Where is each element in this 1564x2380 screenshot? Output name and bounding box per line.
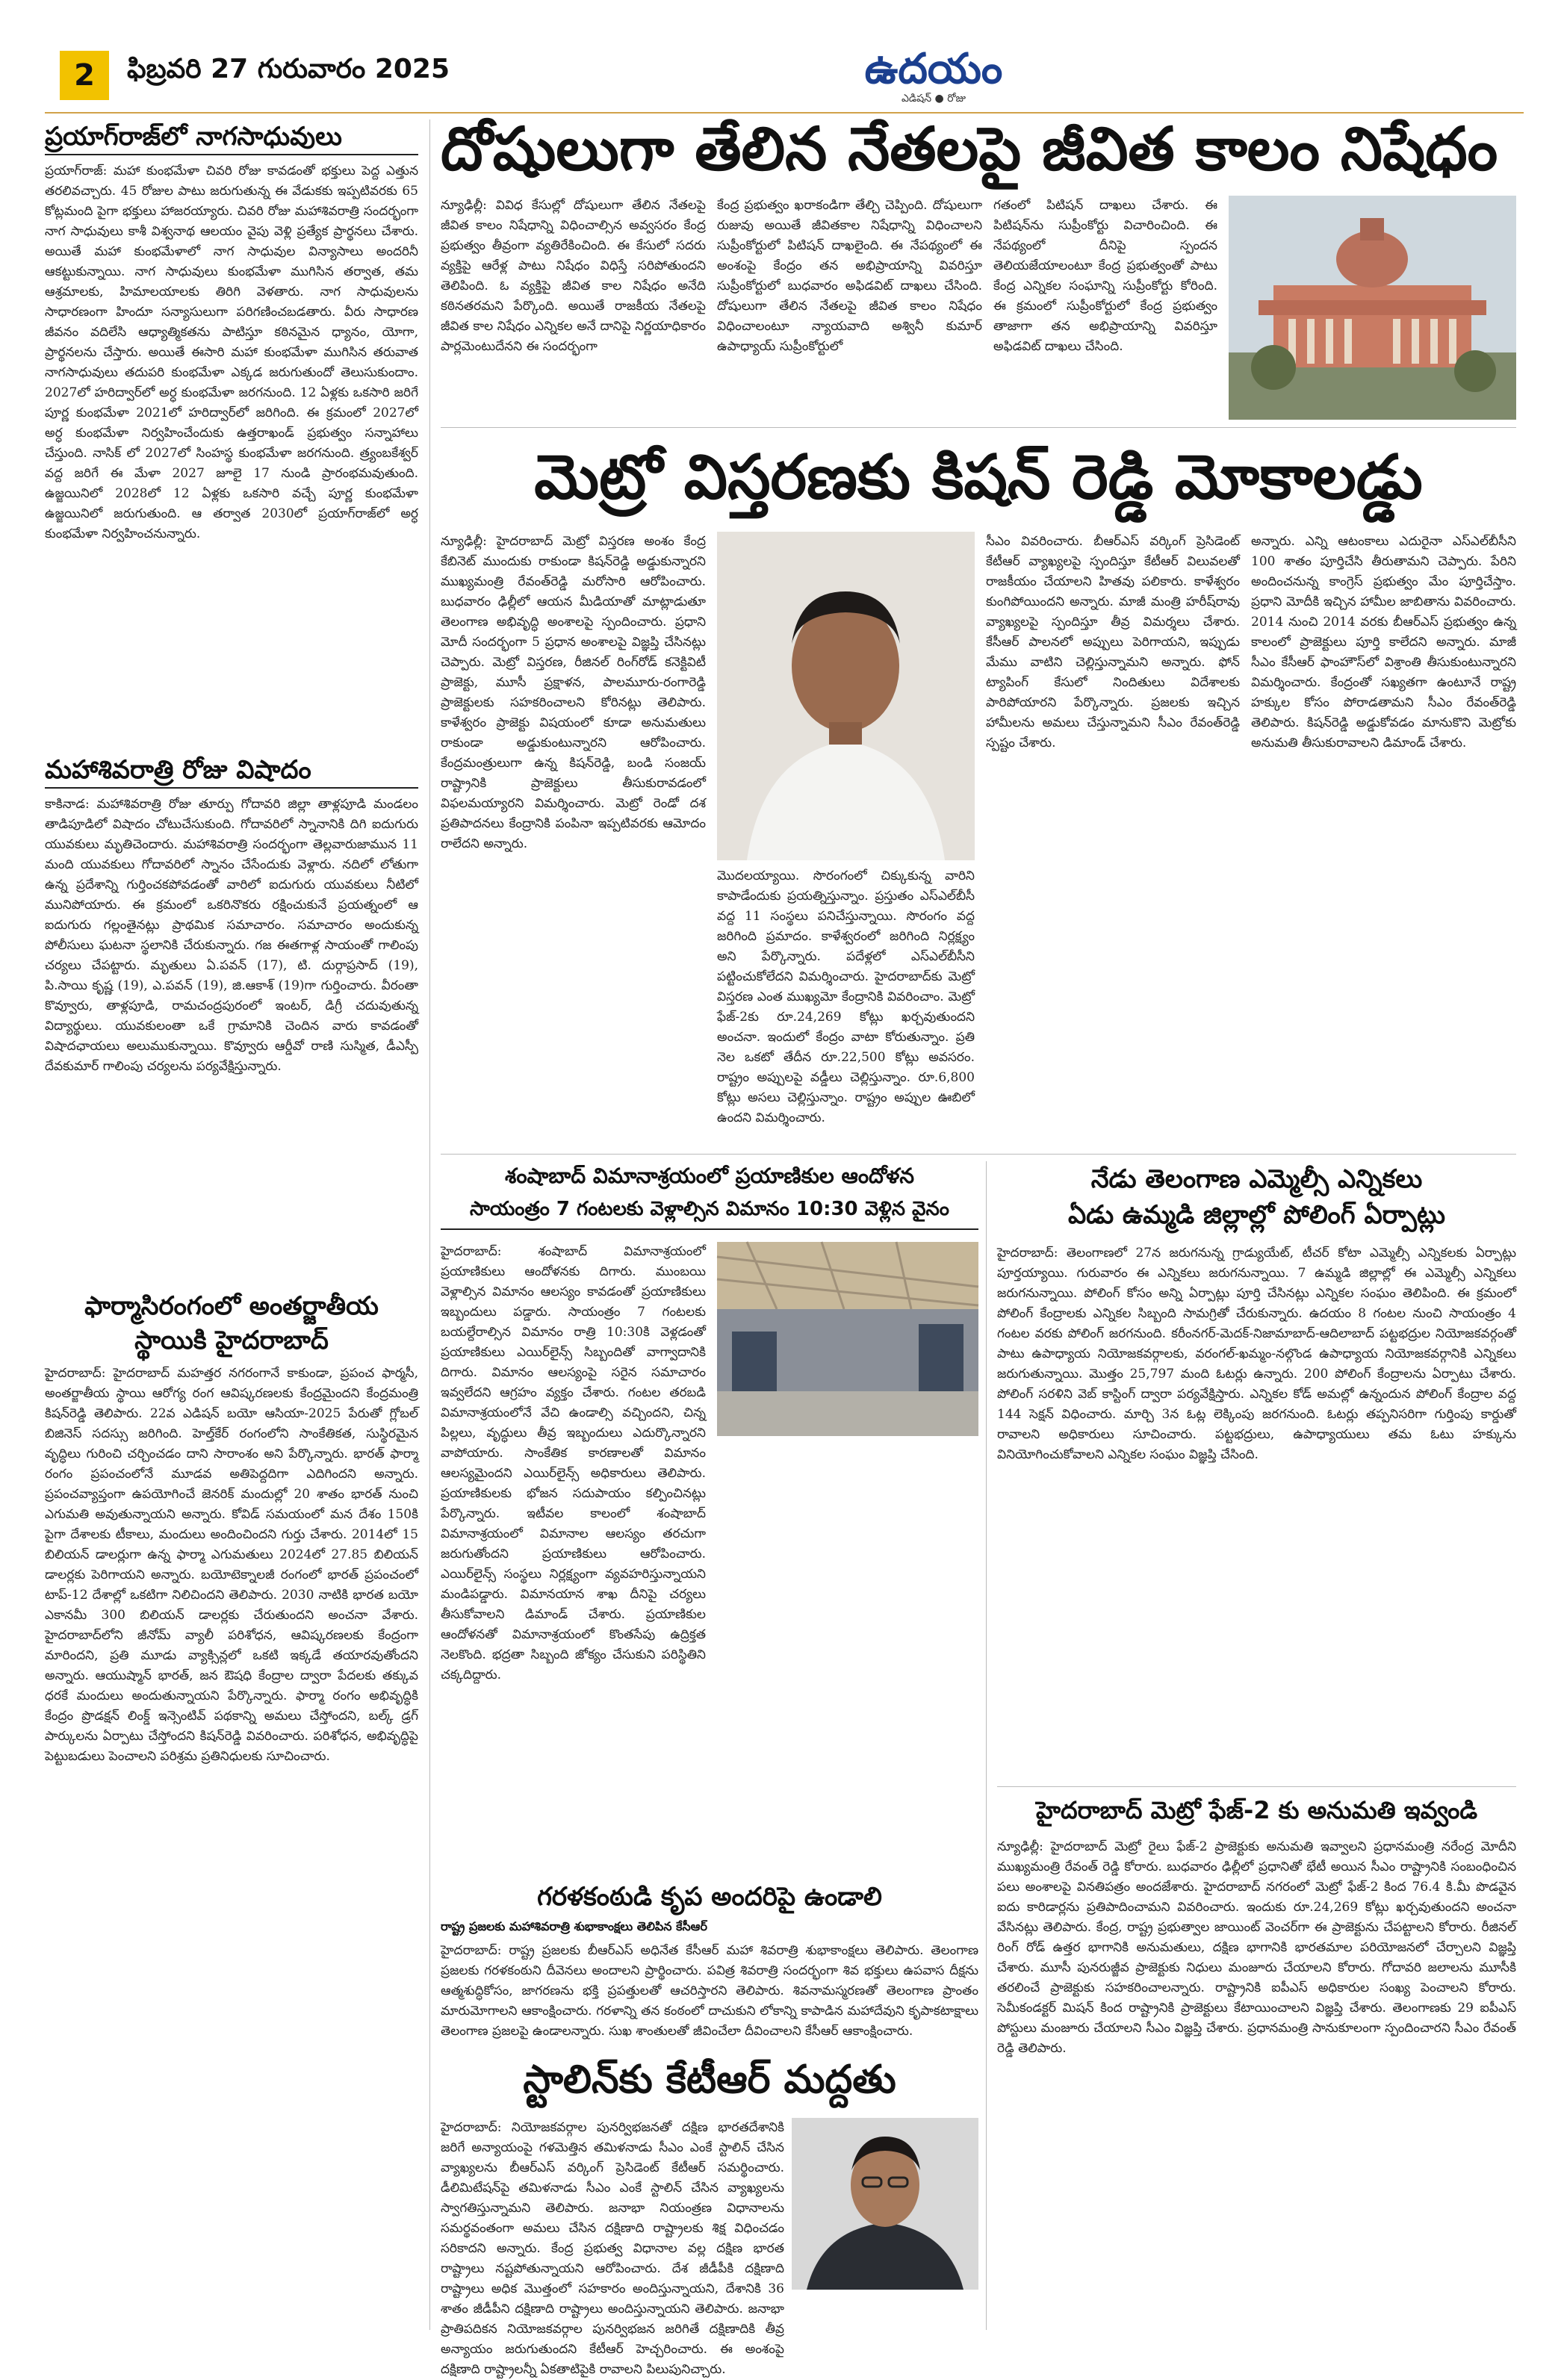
story-prayagraj-body: ప్రయాగ్‌రాజ్: మహా కుంభమేళా చివరి రోజు కావడంతో భక్తులు పెద్ద ఎత్తున తరలివచ్చారు. 45 రోజుల పాటు జరుగుతున్న ఈ వేడుకకు ఇప్పటివరకు 65 కోట్లమంది పైగా భక్తులు హాజరయ్యారు. చివరి రోజు మహాశివరాత్రి సందర్భంగా నాగ సాధువులు కాశీ విశ్వనాథ ఆలయం వైపు వెళ్లి ప్రత్యేక ప్రార్థనలు చేశారు. అయితే మహా కుంభమేళాలో నాగ సాధువుల విన్యాసాలు అందరినీ ఆకట్టుకున్నాయి. నాగ సాధువులు కుంభమేళా ముగిసిన తర్వాత, తమ ఆశ్రమాలకు, హిమాలయాలకు తిరిగి వెళతారు. నాగ సాధువులను సాధారణంగా హిందూ సన్యాసులుగా పరిగణించబడతారు. వీరు సాధారణ జీవనం వదిలేసి ఆధ్యాత్మికతను పాటిస్తూ కఠినమైన ధ్యానం, యోగా, ప్రార్థనలను చేస్తారు. అయితే ఈసారి మహా కుంభమేళా ముగిసిన తరువాత నాగసాధువులు తదుపరి కుంభమేళా ఎక్కడ జరుగుతుందో తెలుసుకుందాం. 2027లో హరిద్వార్‌లో అర్ధ కుంభమేళా జరగనుంది. 12 ఏళ్లకు ఒకసారి జరిగే పూర్ణ కుంభమేళా 2021లో హరిద్వార్‌లో జరిగింది. ఈ క్రమంలో 2027లో అర్ధ కుంభమేళా నిర్వహించేందుకు ఉత్తరాఖండ్ ప్రభుత్వం సన్నాహాలు చేస్తుంది. నాసిక్ ‌లో 2027లో సింహస్థ కుంభమేళా జరగనుంది. త్ర్యంబకేశ్వర్ వద్ద జరిగే ఈ మేళా 2027 జూలై 17 నుండి ప్రారంభమవుతుంది. ఉజ్జయినిలో 2028లో 12 ఏళ్లకు ఒకసారి వచ్చే పూర్ణ కుంభమేళా ఉజ్జయినిలో జరుగుతుంది. ఆ తర్వాత 2030లో ప్రయాగ్‌రాజ్‌లో అర్ధ కుంభమేళా నిర్వహించనున్నారు. (45, 164, 418, 541)
column-divider (986, 1161, 987, 2330)
brand-name: ఉదయం (864, 45, 1003, 93)
ktr-story (441, 2054, 978, 2377)
column-divider (429, 119, 430, 2330)
metro-story-body-col2: మొదలయ్యాయి. సొరంగంలో చిక్కుకున్న వారిని కాపాడేందుకు ప్రయత్నిస్తున్నాం. ప్రస్తుతం ఎస్ఎల్‌బీసీ వద్ద 11 సంస్థలు పనిచేస్తున్నాయి. సొరంగం వద్ద జరిగింది ప్రమాదం. కాళేశ్వరంలో జరిగింది నిర్లక్ష్యం అని పేర్కొన్నారు. పదేళ్లలో ఎస్ఎల్‌బీసీని పట్టించుకోలేదని విమర్శించారు. హైదరాబాద్‌కు మెట్రో విస్తరణ ఎంత ముఖ్యమో కేంద్రానికి వివరించాం. మెట్రో ఫేజ్-2కు రూ.24,269 కోట్లు ఖర్చవుతుందని అంచనా. ఇందులో కేంద్రం వాటా కోరుతున్నాం. ప్రతి నెల ఒకటో తేదీన రూ.22,500 కోట్లు అవసరం. రాష్ట్రం అప్పులపై వడ్డీలు చెల్లిస్తున్నాం. రూ.6,800 కోట్లు అసలు చెల్లిస్తున్నాం. రాష్ట్రం అప్పుల ఊబిలో ఉందని విమర్శించారు. (717, 869, 975, 1125)
mlc-subheadline: ఏడు ఉమ్మడి జిల్లాల్లో పోలింగ్ ఏర్పాట్లు (1068, 1200, 1445, 1230)
main-story-body-col1: న్యూఢిల్లీ: వివిధ కేసుల్లో దోషులుగా తేలిన నేతలపై జీవిత కాలం నిషేధాన్ని విధించాల్సిన అవ్వసరం కేంద్ర ప్రభుత్వం తీవ్రంగా వ్యతిరేకించింది. ఈ కేసులో సదరు వ్యక్తిపై ఆరేళ్ల పాటు నిషేధం విధిస్తే సరిపోతుందని తెలిపింది. ఓ వ్యక్తిపై జీవిత కాల నిషేధం అనేది కఠినతరమని పేర్కొంది. అయితే రాజకీయ నేతలపై జీవిత కాల నిషేధం ఎన్నికల అనే దానిపై నిర్ణయాధికారం పార్లమెంటుదేనని ఈ సందర్భంగా (441, 198, 706, 354)
kcr-story (441, 1882, 978, 2046)
main-story-body-col2: కేంద్ర ప్రభుత్వం ఖరాకండిగా తేల్చి చెప్పింది. దోషులుగా రుజువు అయితే జీవితకాల నిషేధాన్ని విధించాలని సుప్రీంకోర్టులో పిటిషన్ దాఖలైంది. ఈ నేపథ్యంలో ఈ అంశంపై కేంద్రం తన అభిప్రాయాన్ని వివరిస్తూ సుప్రీంకోర్టులో బుధవారం అఫిడవిట్ దాఖలు చేసింది. దోషులుగా తేలిన నేతలపై జీవిత కాలం నిషేధం విధించాలంటూ న్యాయవాది అశ్వినీ కుమార్ ఉపాధ్యాయ్ సుప్రీంకోర్టులో (717, 198, 982, 354)
page-number: 2 (60, 51, 109, 100)
metro-story-body-col3: సీఎం వివరించారు. బీఆర్ఎస్ వర్కింగ్ ప్రెసిడెంట్ కేటీఆర్ వ్యాఖ్యలపై స్పందిస్తూ కేటీఆర్ విలువలతో రాజకీయం చేయాలని హితవు పలికారు. కాళేశ్వరం కుంగిపోయిందని అన్నారు. మాజీ మంత్రి హరీష్‌రావు వ్యాఖ్యలపై స్పందిస్తూ తీవ్ర విమర్శలు చేశారు. కేసీఆర్ పాలనలో అప్పులు పెరిగాయని, ఇప్పుడు మేము వాటిని చెల్లిస్తున్నామని అన్నారు. ఫోన్ ట్యాపింగ్ కేసులో నిందితులు విదేశాలకు పారిపోయారని పేర్కొన్నారు. ప్రజలకు ఇచ్చిన హామీలను అమలు చేస్తున్నామని సీఎం రేవంత్‌రెడ్డి స్పష్టం చేశారు. (986, 534, 1240, 751)
airport-body: హైదరాబాద్: శంషాబాద్ విమానాశ్రయంలో ప్రయాణికులు ఆందోళనకు దిగారు. ముంబయి వెళ్లాల్సిన విమానం ఆలస్యం కావడంతో ప్రయాణికులు ఇబ్బందులు పడ్డారు. సాయంత్రం 7 గంటలకు బయల్దేరాల్సిన విమానం రాత్రి 10:30కి వెళ్లడంతో ప్రయాణికులు ఎయిర్‌లైన్స్ సిబ్బందితో వాగ్వాదానికి దిగారు. విమానం ఆలస్యంపై సరైన సమాచారం ఇవ్వలేదని ఆగ్రహం వ్యక్తం చేశారు. గంటల తరబడి విమానాశ్రయంలోనే వేచి ఉండాల్సి వచ్చిందని, చిన్న పిల్లలు, వృద్ధులు తీవ్ర ఇబ్బందులు ఎదుర్కొన్నారని వాపోయారు. సాంకేతిక కారణాలతో విమానం ఆలస్యమైందని ఎయిర్‌లైన్స్ అధికారులు తెలిపారు. ప్రయాణికులకు భోజన సదుపాయం కల్పించినట్లు పేర్కొన్నారు. ఇటీవల కాలంలో శంషాబాద్ విమానాశ్రయంలో విమానాల ఆలస్యం తరచుగా జరుగుతోందని ప్రయాణికులు ఆరోపించారు. ఎయిర్‌లైన్స్ సంస్థలు నిర్లక్ష్యంగా వ్యవహరిస్తున్నాయని మండిపడ్డారు. విమానయాన శాఖ దీనిపై చర్యలు తీసుకోవాలని డిమాండ్ చేశారు. ప్రయాణికుల ఆందోళనతో విమానాశ్రయంలో కొంతసేపు ఉద్రిక్తత నెలకొంది. భద్రతా సిబ్బంది జోక్యం చేసుకుని పరిస్థితిని చక్కదిద్దారు. (441, 1244, 706, 1683)
kcr-body: హైదరాబాద్: రాష్ట్ర ప్రజలకు బీఆర్ఎస్ అధినేత కేసీఆర్ మహా శివరాత్రి శుభాకాంక్షలు తెలిపారు. తెలంగాణ ప్రజలకు గరళకంఠుని దీవెనలు అందాలని ప్రార్థించారు. పవిత్ర శివరాత్రి సందర్భంగా శివ భక్తులు ఉపవాస దీక్షను ఆత్మశుద్ధికోసం, జాగరణను భక్తి ప్రపత్తులతో ఆచరిస్తారని తెలిపారు. శివనామస్మరణతో తెలంగాణ ప్రాంతం మారుమోగాలని ఆకాంక్షించారు. గరళాన్ని తన కంఠంలో దాచుకుని లోకాన్ని కాపాడిన మహాదేవుని కృపాకటాక్షాలు తెలంగాణ ప్రజలపై ఉండాలన్నారు. సుఖ శాంతులతో జీవించేలా దీవించాలని కేసీఆర్ ఆకాంక్షించారు. (441, 1943, 978, 2039)
metro-story-body-col4: అన్నారు. ఎన్ని ఆటంకాలు ఎదురైనా ఎస్ఎల్‌బీసీని 100 శాతం పూర్తిచేసి తీరుతామని చెప్పారు. పేరిని అందించనున్న కాంగ్రెస్ ప్రభుత్వం మేం పూర్తిచేస్తాం. ప్రధాని మోదీకి ఇచ్చిన హామీల జాబితాను వివరించారు. 2014 నుంచి 2014 వరకు బీఆర్ఎస్ ప్రభుత్వం ఉన్న కాలంలో ప్రాజెక్టులు పూర్తి కాలేదని అన్నారు. మాజీ సీఎం కేసీఆర్ ఫాంహౌస్‌లో విశ్రాంతి తీసుకుంటున్నారని విమర్శించారు. కేంద్రంతో సఖ్యతగా ఉంటూనే రాష్ట్ర హక్కుల కోసం పోరాడతామని సీఎం రేవంత్‌రెడ్డి తెలిపారు. కిషన్‌రెడ్డి అడ్డుకోవడం మానుకొని మెట్రోకు అనుమతి తీసుకురావాలని డిమాండ్ చేశారు. (1251, 534, 1516, 751)
portrait-illustration (717, 532, 975, 860)
main-headline: దోషులుగా తేలిన నేతలపై జీవిత కాలం నిషేధం (441, 114, 1498, 184)
phase2-body: న్యూఢిల్లీ: హైదరాబాద్ మెట్రో రైలు ఫేజ్-2 ప్రాజెక్టుకు అనుమతి ఇవ్వాలని ప్రధానమంత్రి నరేంద్ర మోదీని ముఖ్యమంత్రి రేవంత్ రెడ్డి కోరారు. బుధవారం ఢిల్లీలో ప్రధానితో భేటీ అయిన సీఎం రాష్ట్రానికి సంబంధించిన పలు అంశాలపై వినతిపత్రం అందజేశారు. హైదరాబాద్ నగరంలో మెట్రో ఫేజ్-2 కింద 76.4 కి.మీ పొడవైన ఐదు కారిడార్లను ప్రతిపాదించామని వివరించారు. ఇందుకు రూ.24,269 కోట్లు ఖర్చవుతుందని అంచనా వేసినట్లు తెలిపారు. కేంద్ర, రాష్ట్ర ప్రభుత్వాల జాయింట్ వెంచర్‌గా ఈ ప్రాజెక్టును చేపట్టాలని కోరారు. రీజినల్ రింగ్ రోడ్ ఉత్తర భాగానికి అనుమతులు, దక్షిణ భాగానికి భారతమాల పరియోజనలో చేర్చాలని విజ్ఞప్తి చేశారు. మూసీ పునరుజ్జీవ ప్రాజెక్టుకు నిధులు మంజూరు చేయాలని కోరారు. గోదావరి జలాలను మూసీకి తరలించే ప్రాజెక్టుకు సహకరించాలన్నారు. రాష్ట్రానికి ఐపీఎస్ అధికారుల సంఖ్య పెంచాలని కోరారు. సెమీకండక్టర్ మిషన్ కింద రాష్ట్రానికి ప్రాజెక్టులు కేటాయించాలని విజ్ఞప్తి చేశారు. తెలంగాణకు 29 ఐపీఎస్ పోస్టులు మంజూరు చేయాలని సీఎం విజ్ఞప్తి చేశారు. ప్రధానమంత్రి సానుకూలంగా స్పందించారని సీఎం రేవంత్ రెడ్డి తెలిపారు. (997, 1839, 1516, 2056)
airport-terminal-illustration (717, 1242, 978, 1436)
mlc-body: హైదరాబాద్: తెలంగాణలో 27న జరుగనున్న గ్రాడ్యుయేట్, టీచర్ కోటా ఎమ్మెల్సీ ఎన్నికలకు ఏర్పాట్లు పూర్తయ్యాయి. గురువారం ఈ ఎన్నికలు జరుగనున్నాయి. 7 ఉమ్మడి జిల్లాల్లో ఈ ఎమ్మెల్సీ ఎన్నికలు జరుగనున్నాయి. పోలింగ్ కోసం అన్ని ఏర్పాట్లు పూర్తి చేసినట్లు ఎన్నికల సంఘం తెలిపింది. ఈ క్రమంలో పోలింగ్ కేంద్రాలకు ఎన్నికల సిబ్బంది సామగ్రితో చేరుకున్నారు. ఉదయం 8 గంటల నుంచి సాయంత్రం 4 గంటల వరకు పోలింగ్ జరగనుంది. కరీంనగర్-మెదక్-నిజామాబాద్-ఆదిలాబాద్ పట్టభద్రుల నియోజకవర్గంతో పాటు ఉపాధ్యాయ నియోజకవర్గాలకు, వరంగల్-ఖమ్మం-నల్గొండ ఉపాధ్యాయ నియోజకవర్గానికి ఎన్నికలు జరుగుతున్నాయి. మొత్తం 25,797 మంది ఓటర్లు ఉన్నారు. 200 పోలింగ్ కేంద్రాలను ఏర్పాటు చేశారు. పోలింగ్ సరళిని వెబ్ కాస్టింగ్ ద్వారా పర్యవేక్షిస్తారు. ఎన్నికల కోడ్ అమల్లో ఉన్నందున పోలింగ్ కేంద్రాల వద్ద 144 సెక్షన్ విధించారు. మార్చి 3న ఓట్ల లెక్కింపు జరగనుంది. ఓటర్లు తప్పనిసరిగా గుర్తింపు కార్డుతో రావాలని అధికారులు సూచించారు. పట్టభద్రులు, ఉపాధ్యాయులు తమ ఓటు హక్కును వినియోగించుకోవాలని ఎన్నికల సంఘం విజ్ఞప్తి చేసింది. (997, 1246, 1516, 1462)
story-sivaratri-headline: మహాశివరాత్రి రోజు విషాదం (45, 753, 418, 789)
brand-tagline: ఎడిషన్ ● రోజు (901, 93, 966, 105)
issue-date: ఫిబ్రవరి 27 గురువారం 2025 (127, 54, 450, 84)
kcr-credit: రాష్ట్ర ప్రజలకు మహాశివరాత్రి శుభాకాంక్షలు తెలిపిన కేసీఆర్ (441, 1919, 707, 1933)
section-divider (997, 1786, 1516, 1787)
section-divider (441, 427, 1516, 428)
left-column (45, 119, 418, 2330)
mlc-headline: నేడు తెలంగాణ ఎమ్మెల్సీ ఎన్నికలు (1090, 1164, 1423, 1194)
phase2-story (997, 1792, 1516, 2330)
ktr-headline: స్టాలిన్‌కు కేటీఆర్ మద్దతు (523, 2057, 896, 2102)
metro-story-body-col1: న్యూఢిల్లీ: హైదరాబాద్ మెట్రో విస్తరణ అంశం కేంద్ర కేబినెట్ ముందుకు రాకుండా కిషన్‌రెడ్డి అడ్డుకున్నారని ముఖ్యమంత్రి రేవంత్‌రెడ్డి మరోసారి ఆరోపించారు. బుధవారం ఢిల్లీలో ఆయన మీడియాతో మాట్లాడుతూ తెలంగాణ అభివృద్ధి అంశాలపై స్పందించారు. ప్రధాని మోదీ సందర్భంగా 5 ప్రధాన అంశాలపై విజ్ఞప్తి చేసినట్లు చెప్పారు. మెట్రో విస్తరణ, రీజినల్ రింగ్‌రోడ్ కనెక్టివిటీ ప్రాజెక్టు, మూసీ ప్రక్షాళన, పాలమూరు-రంగారెడ్డి ప్రాజెక్టులకు సహకరించాలని కోరినట్లు తెలిపారు. కాళేశ్వరం ప్రాజెక్టు విషయంలో కూడా అనుమతులు రాకుండా అడ్డుకుంటున్నారని ఆరోపించారు. కేంద్రమంత్రులుగా ఉన్న కిషన్‌రెడ్డి, బండి సంజయ్ రాష్ట్రానికి ప్రాజెక్టులు తీసుకురావడంలో విఫలమయ్యారని విమర్శించారు. మెట్రో రెండో దశ ప్రతిపాదనలు కేంద్రానికి పంపినా ఇప్పటివరకు ఆమోదం రాలేదని అన్నారు. (441, 534, 706, 851)
story-sivaratri-body: కాకినాడ: మహాశివరాత్రి రోజు తూర్పు గోదావరి జిల్లా తాళ్లపూడి మండలం తాడిపూడిలో విషాదం చోటుచేసుకుంది. గోదావరిలో స్నానానికి దిగి ఐదుగురు యువకులు మృతిచెందారు. మహాశివరాత్రి సందర్భంగా తెల్లవారుజామున 11 మంది యువకులు గోదావరిలో స్నానం చేసేందుకు వెళ్లారు. నదిలో లోతుగా ఉన్న ప్రదేశాన్ని గుర్తించకపోవడంతో వారిలో ఐదుగురు యువకులు నీటిలో మునిపోయారు. ఈ క్రమంలో ఒకరినొకరు రక్షించుకునే ప్రయత్నంలో ఆ ఐదుగురు గల్లంతైనట్లు ప్రాథమిక సమాచారం. సమాచారం అందుకున్న పోలీసులు ఘటనా స్థలానికి చేరుకున్నారు. గజ ఈతగాళ్ల సాయంతో గాలింపు చర్యలు చేపట్టారు. మృతులు ఏ.పవన్ (17), టి. దుర్గాప్రసాద్ (19), పి.సాయి కృష్ణ (19), ఎ.పవన్ (19), జి.ఆకాశ్ (19)గా గుర్తించారు. వీరంతా కొవ్వూరు, తాళ్లపూడి, రామచంద్రపురంలో ఇంటర్, డిగ్రీ చదువుతున్న విద్యార్థులు. యువకులంతా ఒకే గ్రామానికి చెందిన వారు కావడంతో విషాదఛాయలు అలుముకున్నాయి. కొవ్వూరు ఆర్డీవో రాణి సుస్మిత, డీఎస్పీ దేవకుమార్ గాలింపు చర్యలను పర్యవేక్షిస్తున్నారు. (45, 797, 418, 1074)
revanth-reddy-photo (717, 532, 975, 860)
story-prayagraj-headline: ప్రయాగ్‌రాజ్‌లో నాగసాధువులు (45, 119, 418, 155)
kcr-headline: గరళకంఠుడి కృప అందరిపై ఉండాలి (537, 1882, 882, 1912)
airport-photo (717, 1242, 978, 1436)
airport-subheadline: సాయంత్రం 7 గంటలకు వెళ్లాల్సిన విమానం 10:30 వెళ్లిన వైనం (441, 1194, 978, 1230)
ktr-photo (792, 2118, 978, 2290)
section-divider (441, 1154, 1516, 1155)
supreme-court-illustration (1229, 196, 1516, 420)
phase2-headline: హైదరాబాద్ మెట్రో ఫేజ్-2 కు అనుమతి ఇవ్వండి (1035, 1796, 1478, 1824)
story-pharma-headline: ఫార్మాసిరంగంలో అంతర్జాతీయ స్థాయికి హైదరాబాద్ (84, 1291, 379, 1355)
ktr-body: హైదరాబాద్: నియోజకవర్గాల పునర్విభజనతో దక్షిణ భారతదేశానికి జరిగే అన్యాయంపై గళమెత్తిన తమిళనాడు సీఎం ఎంకే స్టాలిన్ చేసిన వ్యాఖ్యలను బీఆర్ఎస్ వర్కింగ్ ప్రెసిడెంట్ కేటీఆర్ సమర్థించారు. డీలిమిటేషన్‌పై తమిళనాడు సీఎం ఎంకే స్టాలిన్ చేసిన వ్యాఖ్యలను స్వాగతిస్తున్నామని తెలిపారు. జనాభా నియంత్రణ విధానాలను సమర్థవంతంగా అమలు చేసిన దక్షిణాది రాష్ట్రాలకు శిక్ష విధించడం సరికాదని అన్నారు. కేంద్ర ప్రభుత్వ విధానాల వల్ల దక్షిణ భారత రాష్ట్రాలు నష్టపోతున్నాయని ఆరోపించారు. దేశ జీడీపీకి దక్షిణాది రాష్ట్రాలు అధిక మొత్తంలో సహకారం అందిస్తున్నాయని, దేశానికి 36 శాతం జీడీపీని దక్షిణాది రాష్ట్రాలు అందిస్తున్నాయని తెలిపారు. జనాభా ప్రాతిపదికన నియోజకవర్గాల పునర్విభజన జరిగితే దక్షిణాదికి తీవ్ర అన్యాయం జరుగుతుందని కేటీఆర్ హెచ్చరించారు. ఈ అంశంపై దక్షిణాది రాష్ట్రాలన్నీ ఏకతాటిపైకి రావాలని పిలుపునిచ్చారు. (441, 2120, 784, 2377)
supreme-court-photo (1229, 196, 1516, 420)
ktr-portrait-illustration (792, 2118, 978, 2290)
masthead (45, 43, 1524, 114)
airport-headline: శంషాబాద్ విమానాశ్రయంలో ప్రయాణికుల ఆందోళన (504, 1163, 915, 1188)
airport-story (441, 1161, 978, 1871)
story-pharma-body: హైదరాబాద్: హైదరాబాద్ మహత్తర నగరంగానే కాకుండా, ప్రపంచ ఫార్మసీ, అంతర్జాతీయ స్థాయి ఆరోగ్య రంగ ఆవిష్కరణలకు కేంద్రమైందని కేంద్రమంత్రి కిషన్‌రెడ్డి తెలిపారు. 22వ ఎడిషన్ బయో ఆసియా-2025 పేరుతో గ్లోబల్ బిజినెస్ సదస్సు జరిగింది. హెల్త్‌కేర్ రంగంలోని సాంకేతికత, సుస్థిరమైన వృద్ధిలు గురించి చర్చించడం దాని సారాంశం అని పేర్కొన్నారు. భారత్ ఫార్మా రంగం ప్రపంచంలోనే మూడవ అతిపెద్దదిగా ఎదిగిందని అన్నారు. ప్రపంచవ్యాప్తంగా ఉపయోగించే జెనరిక్ మందుల్లో 20 శాతం భారత్ నుంచి ఎగుమతి అవుతున్నాయని అన్నారు. కోవిడ్ సమయంలో మన దేశం 150కి పైగా దేశాలకు టీకాలు, మందులు అందించిందని గుర్తు చేశారు. 2014లో 15 బిలియన్ డాలర్లుగా ఉన్న ఫార్మా ఎగుమతులు 2024లో 27.85 బిలియన్ డాలర్లకు పెరిగాయని అన్నారు. బయోటెక్నాలజీ రంగంలో భారత్ ప్రపంచంలో టాప్-12 దేశాల్లో ఒకటిగా నిలిచిందని తెలిపారు. 2030 నాటికి భారత బయో ఎకానమీ 300 బిలియన్ డాలర్లకు చేరుతుందని అంచనా వేశారు. హైదరాబాద్‌లోని జీనోమ్ వ్యాలీ పరిశోధన, ఆవిష్కరణలకు కేంద్రంగా మారిందని, ప్రతి మూడు వ్యాక్సిన్లలో ఒకటి ఇక్కడే తయారవుతోందని అన్నారు. ఆయుష్మాన్ భారత్, జన ఔషధి కేంద్రాల ద్వారా పేదలకు తక్కువ ధరకే మందులు అందుతున్నాయని పేర్కొన్నారు. ఫార్మా రంగం అభివృద్ధికి కేంద్రం ప్రొడక్షన్ లింక్డ్ ఇన్సెంటివ్ పథకాన్ని అమలు చేస్తోందని, బల్క్ డ్రగ్ పార్కులను ఏర్పాటు చేస్తోందని కిషన్‌రెడ్డి వివరించారు. పరిశోధన, అభివృద్ధిపై పెట్టుబడులు పెంచాలని పరిశ్రమ ప్రతినిధులకు సూచించారు. (45, 1366, 418, 1764)
metro-headline: మెట్రో విస్తరణకు కిషన్ రెడ్డి మోకాలడ్డు (534, 442, 1423, 513)
mlc-story (997, 1161, 1516, 1781)
brand-logo (837, 46, 1031, 107)
main-story-body-col3: గతంలో పిటిషన్ దాఖలు చేశారు. ఈ పిటిషన్‌ను సుప్రీంకోర్టు విచారించింది. ఈ నేపథ్యంలో దీనిపై స్పందన తెలియజేయాలంటూ కేంద్ర ప్రభుత్వంతో పాటు కేంద్ర ఎన్నికల సంఘాన్ని సుప్రీంకోర్టు కోరింది. ఈ క్రమంలో సుప్రీంకోర్టులో కేంద్ర ప్రభుత్వం తాజాగా తన అభిప్రాయాన్ని వివరిస్తూ అఫిడవిట్ దాఖలు చేసింది. (993, 198, 1217, 354)
